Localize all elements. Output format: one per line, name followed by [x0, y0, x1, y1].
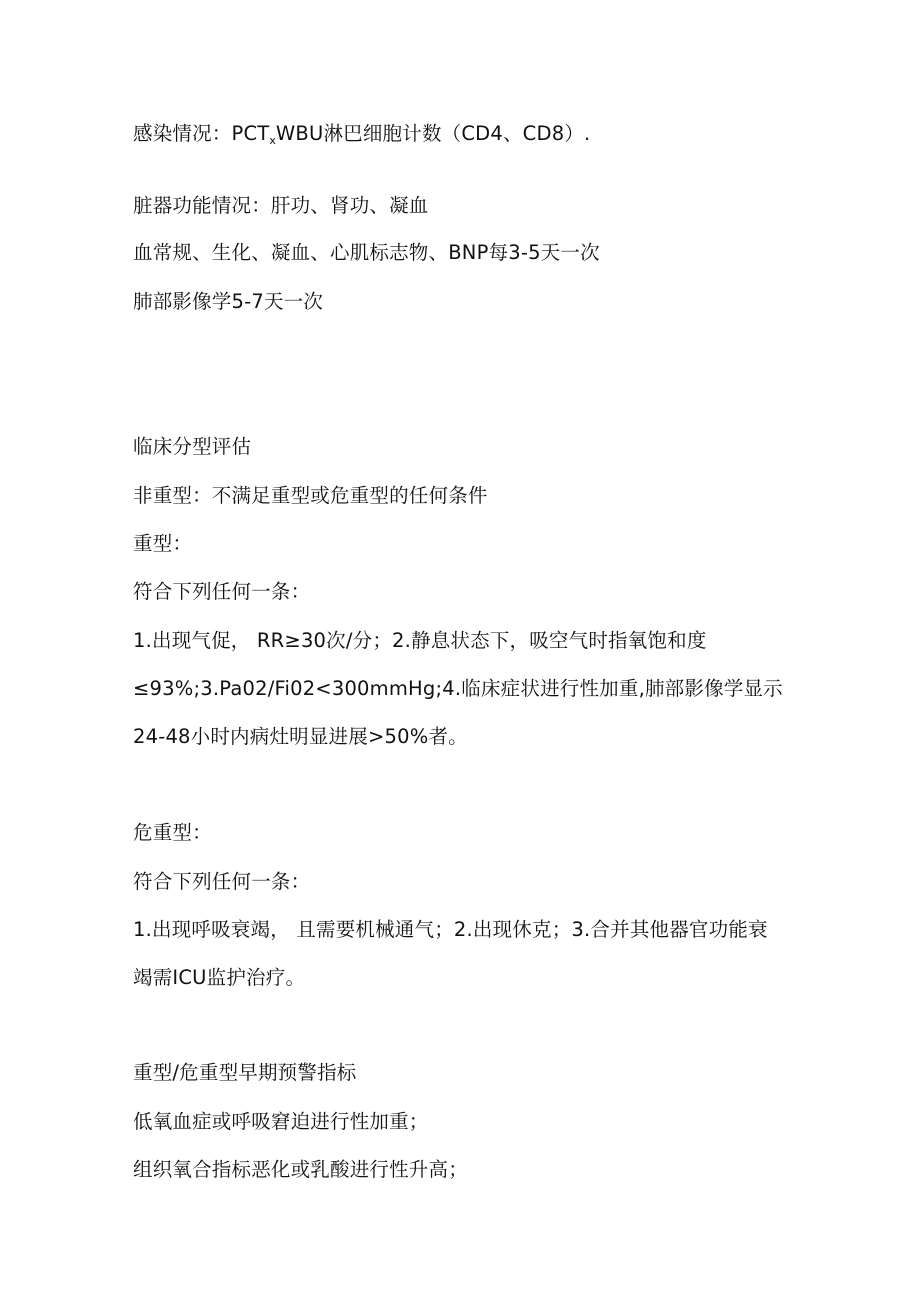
severe-heading: 重型： [133, 532, 193, 555]
warning-item-2: 组织氧合指标恶化或乳酸进行性升高； [133, 1158, 468, 1181]
infection-status-prefix: 感染情况：PCT [133, 122, 270, 145]
warning-item-1: 低氧血症或呼吸窘迫进行性加重； [133, 1110, 429, 1133]
clinical-typing-heading: 临床分型评估 [133, 435, 252, 458]
critical-heading: 危重型： [133, 821, 212, 844]
severe-criteria-line-3: 24-48小时内病灶明显进展>50%者。 [133, 725, 468, 748]
blood-routine-line: 血常规、生化、凝血、心肌标志物、BNP每3-5天一次 [133, 241, 600, 264]
organ-function-line: 脏器功能情况：肝功、肾功、凝血 [133, 194, 429, 217]
infection-status-line [133, 121, 590, 154]
warning-indicators-heading: 重型/危重型早期预警指标 [133, 1061, 357, 1084]
severe-criteria-line-2: ≤93%;3.Pa02/Fi02<300mmHg;4.临床症状进行性加重,肺部影像学显示 [133, 677, 783, 700]
infection-status-suffix: WBU淋巴细胞计数（CD4、CD8）. [275, 122, 591, 145]
infection-status-subscript: x [269, 134, 276, 147]
non-severe-line: 非重型：不满足重型或危重型的任何条件 [133, 484, 488, 507]
critical-criteria-line-2: 竭需ICU监护治疗。 [133, 966, 306, 989]
critical-criteria-line-1: 1.出现呼吸衰竭， 且需要机械通气；2.出现休克；3.合并其他器官功能衰 [133, 918, 768, 941]
critical-criteria-intro: 符合下列任何一条： [133, 870, 311, 893]
lung-imaging-line: 肺部影像学5-7天一次 [133, 290, 324, 313]
severe-criteria-line-1: 1.出现气促， RR≥30次/分；2.静息状态下，吸空气时指氧饱和度 [133, 629, 707, 652]
severe-criteria-intro: 符合下列任何一条： [133, 580, 311, 603]
